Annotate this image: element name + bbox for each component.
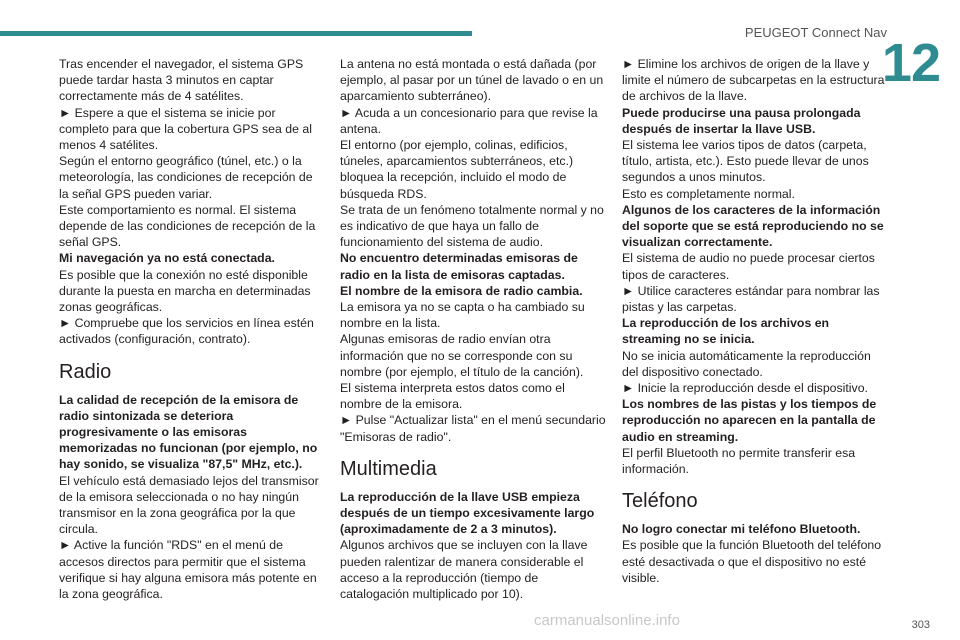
- paragraph: El sistema de audio no puede procesar ciertos tipos de caracteres.: [622, 251, 875, 282]
- text-column-2: [340, 56, 606, 602]
- header-title: PEUGEOT Connect Nav: [744, 25, 887, 40]
- paragraph: Se trata de un fenómeno totalmente normal y no es indicativo de que haya un fallo de funcionamiento del sistema de audio.: [340, 202, 604, 250]
- section-heading: Multimedia: [340, 457, 437, 480]
- paragraph: La emisora ya no se capta o ha cambiado su nombre en la lista.: [340, 300, 585, 331]
- paragraph: ► Espere a que el sistema se inicie por completo para que la cobertura GPS sea de al menos 4 satélites.: [59, 105, 312, 153]
- paragraph: ► Acuda a un concesionario para que revise la antena.: [340, 105, 598, 136]
- paragraph: El vehículo está demasiado lejos del transmisor de la emisora seleccionada o no hay ningún transmisor en la zona geográfica por la que circula.: [59, 473, 319, 537]
- paragraph: ► Inicie la reproducción desde el dispositivo.: [622, 381, 868, 396]
- chapter-number: 12: [881, 33, 940, 93]
- question-heading: La reproducción de la llave USB empieza después de un tiempo excesivamente largo (aproximadamente de 2 a 3 minutos).: [340, 489, 595, 537]
- paragraph: ► Active la función "RDS" en el menú de accesos directos para permitir que el sistema verifique si hay alguna emisora más potente en la zona geográfica.: [59, 538, 317, 602]
- paragraph: El sistema lee varios tipos de datos (carpeta, título, artista, etc.). Esto puede llevar de unos segundos a unos minutos.: [622, 138, 869, 185]
- paragraph: Algunos archivos que se incluyen con la llave pueden ralentizar de manera considerable el acceso a la reproducción (tiempo de catalogación multiplicado por 10).: [340, 538, 588, 602]
- paragraph: Es posible que la conexión no esté disponible durante la puesta en marcha en determinadas zonas geográficas.: [59, 267, 311, 315]
- paragraph: ► Utilice caracteres estándar para nombrar las pistas y las carpetas.: [622, 283, 880, 315]
- paragraph: Es posible que la función Bluetooth del teléfono esté desactivada o que el dispositivo no esté visible.: [622, 538, 882, 585]
- question-heading: Puede producirse una pausa prolongada después de insertar la llave USB.: [622, 105, 861, 136]
- paragraph: Esto es completamente normal.: [622, 186, 795, 201]
- section-heading: Teléfono: [622, 490, 698, 513]
- paragraph: Algunas emisoras de radio envían otra información que no se corresponde con su nombre (por ejemplo, el título de la canción).: [340, 332, 584, 379]
- question-heading: Algunos de los caracteres de la información del soporte que se está reproduciendo no se visualizan correctamente.: [622, 202, 884, 250]
- paragraph: El entorno (por ejemplo, colinas, edificios, túneles, aparcamientos subterráneos, etc.) bloquea la recepción, incluido el modo de búsqueda RDS.: [340, 138, 574, 201]
- header-accent-bar: [0, 31, 472, 36]
- question-heading: No encuentro determinadas emisoras de radio en la lista de emisoras captadas.: [340, 251, 578, 282]
- watermark: carmanualsonline.info: [534, 612, 680, 629]
- text-column-3: [622, 56, 888, 586]
- text-column-1: [59, 56, 325, 602]
- paragraph: Este comportamiento es normal. El sistema depende de las condiciones de recepción de la señal GPS.: [59, 202, 316, 250]
- section-heading: Radio: [59, 360, 112, 383]
- paragraph: El perfil Bluetooth no permite transferir esa información.: [622, 445, 856, 477]
- paragraph: El sistema interpreta estos datos como el nombre de la emisora.: [340, 381, 565, 412]
- paragraph: No se inicia automáticamente la reproducción del dispositivo conectado.: [622, 348, 871, 379]
- question-heading: Los nombres de las pistas y los tiempos de reproducción no aparecen en la pantalla de audio en streaming.: [622, 397, 877, 444]
- page-number: 303: [911, 619, 930, 631]
- paragraph: Según el entorno geográfico (túnel, etc.) o la meteorología, las condiciones de recepción de la señal GPS pueden variar.: [59, 154, 313, 201]
- paragraph: Tras encender el navegador, el sistema GPS puede tardar hasta 3 minutos en captar correctamente más de 4 satélites.: [59, 57, 304, 104]
- question-heading: La calidad de recepción de la emisora de radio sintonizada se deteriora progresivamente o las emisoras memorizadas no funcionan (por ejemplo, no hay sonido, se visualiza "87,5" MHz, etc.).: [59, 392, 318, 472]
- question-heading: La reproducción de los archivos en streaming no se inicia.: [622, 316, 830, 347]
- question-heading: Mi navegación ya no está conectada.: [59, 251, 275, 266]
- paragraph: ► Elimine los archivos de origen de la llave y limite el número de subcarpetas en la estructura de archivos de la llave.: [622, 57, 885, 104]
- paragraph: ► Pulse "Actualizar lista" en el menú secundario "Emisoras de radio".: [340, 413, 606, 444]
- paragraph: ► Compruebe que los servicios en línea estén activados (configuración, contrato).: [59, 316, 314, 347]
- question-heading: No logro conectar mi teléfono Bluetooth.: [622, 522, 861, 537]
- paragraph: La antena no está montada o está dañada (por ejemplo, al pasar por un túnel de lavado o en un aparcamiento subterráneo).: [340, 57, 604, 104]
- question-heading: El nombre de la emisora de radio cambia.: [340, 283, 583, 298]
